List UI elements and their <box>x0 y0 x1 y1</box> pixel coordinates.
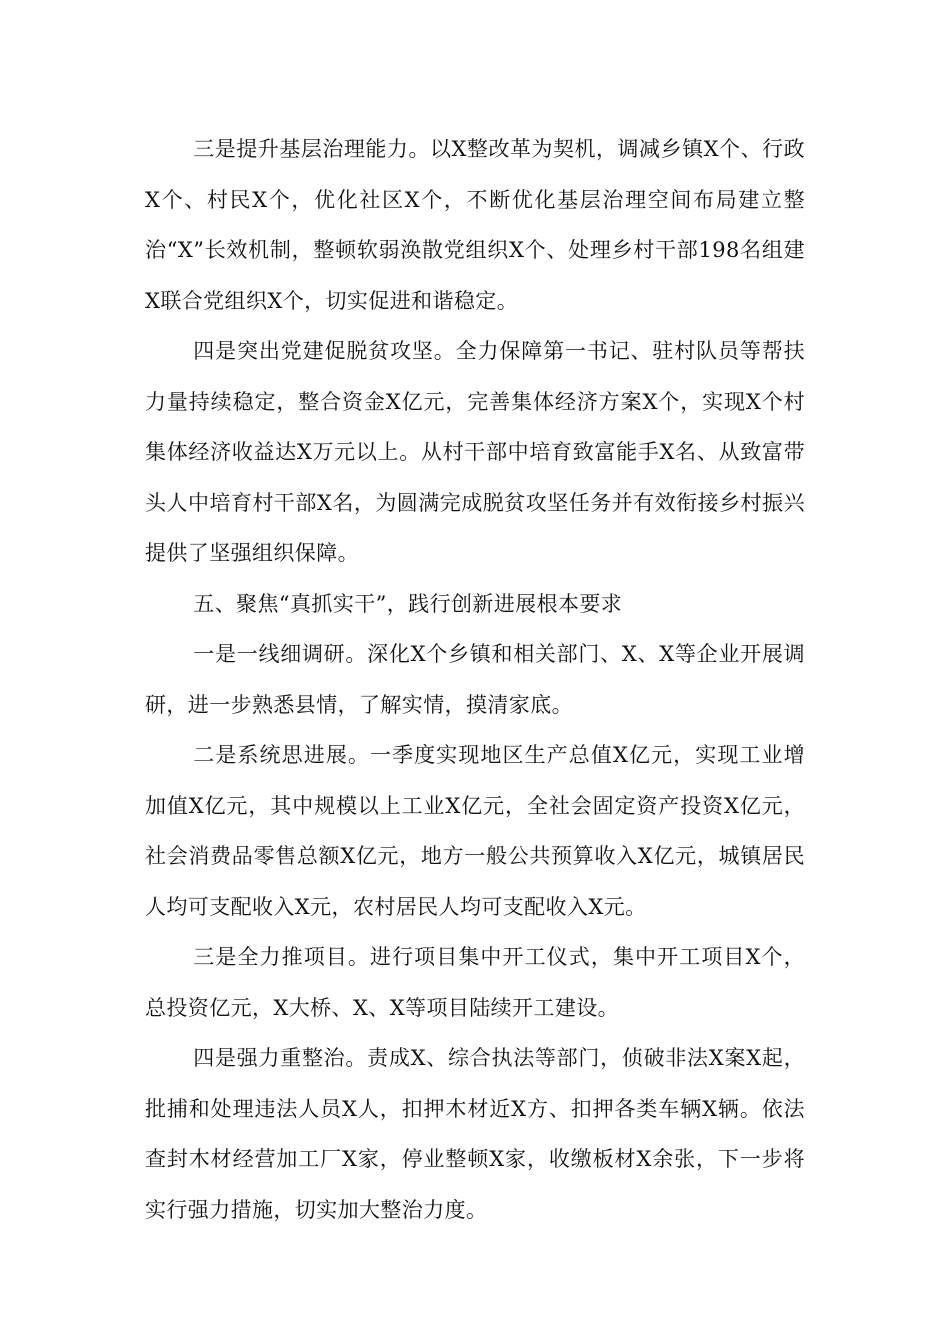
document-body <box>145 124 805 1235</box>
paragraph-projects: 三是全力推项目。进行项目集中开工仪式，集中开工项目X个，总投资亿元，X大桥、X、X等项目陆续开工建设。 <box>145 945 805 1020</box>
section-heading-five: 五、聚焦“真抓实干”，践行创新进展根本要求 <box>193 591 623 616</box>
paragraph-rectification: 四是强力重整治。责成X、综合执法等部门，侦破非法X案X起，批捕和处理违法人员X人，扣押木材近X方、扣押各类车辆X辆。依法查封木材经营加工厂X家，停业整顿X家，收缴板材X余张，下一步将实行强力措施，切实加大整治力度。 <box>145 1046 805 1222</box>
paragraph-research: 一是一线细调研。深化X个乡镇和相关部门、X、X等企业开展调研，进一步熟悉县情，了解实情，摸清家底。 <box>145 642 805 717</box>
paragraph-development: 二是系统思进展。一季度实现地区生产总值X亿元，实现工业增加值X亿元，其中规模以上工业X亿元，全社会固定资产投资X亿元，社会消费品零售总额X亿元，地方一般公共预算收入X亿元，城镇居民人均可支配收入X元，农村居民人均可支配收入X元。 <box>145 743 805 919</box>
paragraph-poverty-alleviation: 四是突出党建促脱贫攻坚。全力保障第一书记、驻村队员等帮扶力量持续稳定，整合资金X亿元，完善集体经济方案X个，实现X个村集体经济收益达X万元以上。从村干部中培育致富能手X名、从致富带头人中培育村干部X名，为圆满完成脱贫攻坚任务并有效衔接乡村振兴提供了坚强组织保障。 <box>145 339 805 565</box>
paragraph-grassroots-governance: 三是提升基层治理能力。以X整改革为契机，调减乡镇X个、行政X个、村民X个，优化社区X个，不断优化基层治理空间布局建立整治“X”长效机制，整顿软弱涣散党组织X个、处理乡村干部198名组建X联合党组织X个，切实促进和谐稳定。 <box>145 137 805 313</box>
